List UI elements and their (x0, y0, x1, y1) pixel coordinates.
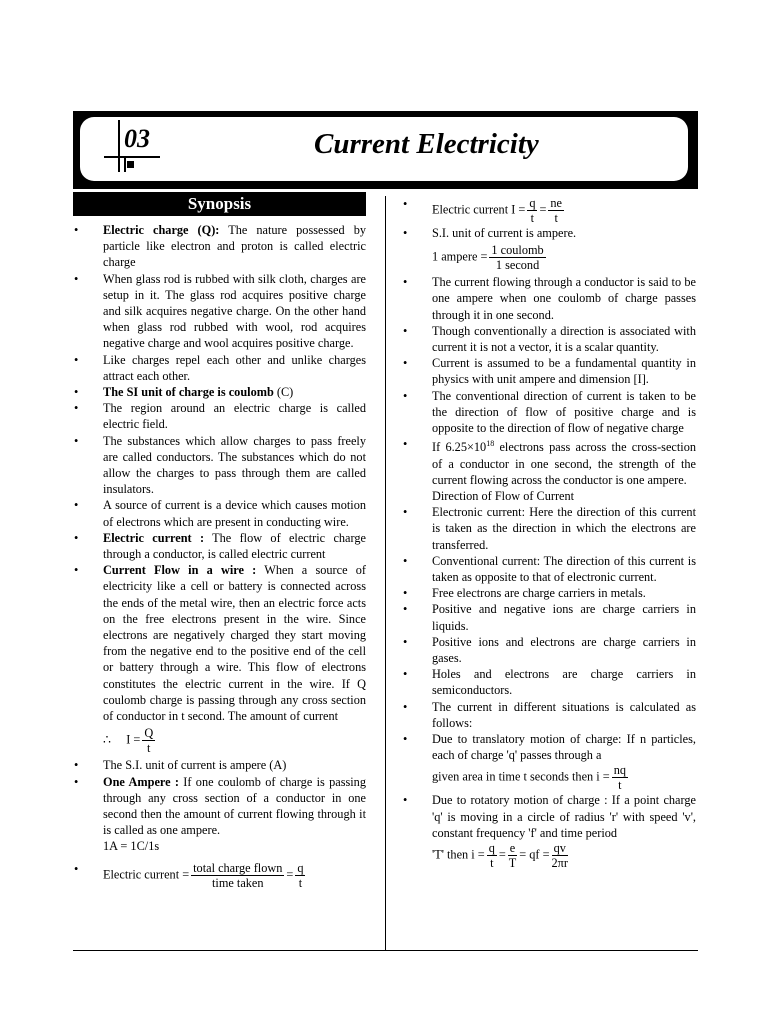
list-item (401, 792, 696, 841)
fraction (548, 196, 564, 225)
bullet: • (74, 861, 79, 876)
list-item (401, 436, 696, 488)
bottom-rule (73, 950, 698, 951)
denominator: time taken (211, 875, 264, 890)
list-item (401, 585, 696, 601)
term: One Ampere : (103, 774, 179, 789)
equals: = (480, 249, 488, 264)
equation-line: 1A = 1C/1s (103, 839, 160, 854)
list-item (72, 352, 366, 384)
item-text: Due to rotatory motion of charge : If a point charge 'q' is moving in a circle of radius 'r' with speed 'v', constant frequency 'f' and time period (432, 793, 696, 840)
list-item (401, 274, 696, 323)
formula-translatory (401, 763, 696, 792)
item-text: When glass rod is rubbed with silk cloth, charges are setup in it. The glass rod acquires positive charge and silk acquires negative charge. On the other hand when glass rod rubbed with wool, rod acquires negative charge and wool acquires positive charge. (103, 271, 366, 351)
list-item (72, 497, 366, 529)
list-item (72, 861, 366, 890)
bullet: • (74, 530, 79, 545)
denominator: T (508, 856, 517, 870)
item-text: electrons pass across the cross-section of a conductor in one second, the strength of the current flowing across the conductor is one ampere. (432, 440, 696, 487)
denominator: 2πr (551, 856, 568, 870)
item-text: Positive and negative ions are charge carriers in liquids. (432, 602, 696, 633)
fraction (142, 726, 155, 755)
chapter-number: 03 (124, 124, 150, 153)
equals: = (182, 866, 190, 881)
bullet: • (74, 433, 79, 448)
item-text: 'T' then i = (432, 847, 485, 862)
item-text: If 6.25×10 (432, 440, 487, 455)
formula-ampere (401, 243, 696, 272)
formula-lhs: I = (511, 202, 526, 217)
exponent: 18 (486, 439, 495, 449)
definition: If one coulomb of charge is passing through any cross section of a conductor in one second then the amount of current flowing through it is called as one ampere. (103, 774, 366, 838)
bullet: • (74, 223, 79, 237)
definition: The flow of electric charge through a conductor, is called electric current (103, 530, 366, 562)
list-item (72, 530, 366, 562)
term: The SI unit of charge is coulomb (103, 385, 274, 400)
list-item (72, 400, 366, 432)
denominator: 1 second (495, 258, 540, 273)
list-item (72, 562, 366, 724)
column-divider (385, 196, 386, 950)
numerator: total charge flown (193, 860, 283, 875)
fraction (527, 196, 537, 225)
bullet: • (403, 553, 408, 568)
bullet: • (74, 352, 79, 367)
item-text: Conventional current: The direction of this current is taken as opposite to that of electronic current. (432, 553, 696, 584)
list-item (401, 355, 696, 387)
list-item (401, 196, 696, 225)
list-item (401, 504, 696, 553)
term: Electric current : (103, 530, 205, 545)
numerator: q (529, 196, 536, 210)
item-text: given area in time t seconds then i = (432, 769, 610, 784)
numerator: Q (144, 726, 154, 741)
term: Current Flow in a wire : (103, 563, 257, 578)
numerator: qv (552, 841, 568, 856)
definition: (C) (273, 385, 294, 400)
fraction (508, 841, 517, 870)
fraction (489, 243, 545, 272)
section-heading: Synopsis (73, 192, 366, 216)
list-item (401, 601, 696, 633)
fraction (487, 841, 497, 870)
fraction (552, 841, 568, 870)
item-text: A source of current is a device which causes motion of electrons which are present in conducting wire. (103, 498, 366, 529)
equals: = (498, 847, 506, 862)
item-text: The conventional direction of current is taken to be the direction of flow of positive charge and is opposite to the direction of flow of negative charge (432, 388, 696, 436)
item-text: Like charges repel each other and unlike charges attract each other. (103, 352, 366, 383)
formula-current (72, 726, 366, 755)
bullet: • (74, 401, 79, 416)
list-item (401, 388, 696, 437)
bullet: • (403, 275, 408, 290)
equals: = qf = (519, 847, 550, 862)
bullet: • (403, 793, 408, 808)
item-text: The current in different situations is calculated as follows: (432, 699, 696, 730)
denominator: t (554, 211, 558, 225)
bullet: • (403, 699, 408, 714)
bullet: • (403, 602, 408, 617)
list-item (72, 774, 366, 839)
definition: When a source of electricity like a cell or battery is connected across the ends of the metal wire, then an electric force acts on the free electrons present in the wire. Since electrons are negatively charged they start moving from the negative end to the positive end of the cell or battery through a wire. This flow of electrons constitutes the electric current in the wire. If Q coulomb charge is passing through any cross section of conductor in t second. The amount of current (103, 563, 367, 724)
numerator: q (488, 841, 495, 855)
numerator: nq (613, 763, 626, 778)
bullet: • (74, 385, 79, 400)
bullet: • (74, 774, 79, 789)
formula-lhs: 1 ampere (432, 249, 478, 264)
bullet: • (403, 586, 408, 601)
bullet: • (403, 437, 408, 452)
definition: The nature possessed by particle like electron and proton is called electric charge (103, 223, 366, 270)
bullet: • (403, 323, 408, 338)
bullet: • (403, 197, 408, 211)
chapter-title: Current Electricity (314, 128, 539, 160)
item-text: The S.I. unit of current is ampere (A) (103, 758, 287, 773)
therefore-symbol: ∴ (103, 732, 111, 747)
numerator: e (509, 841, 516, 855)
bullet: • (403, 226, 408, 240)
bullet: • (403, 667, 408, 682)
fraction (191, 861, 284, 890)
item-text: Holes and electrons are charge carriers in semiconductors. (432, 667, 696, 698)
formula-lhs: I = (126, 732, 141, 747)
chapter-ornament-hline (104, 156, 160, 158)
list-item (401, 666, 696, 698)
chapter-ornament-vline (118, 120, 120, 172)
fraction (612, 763, 628, 792)
item-text: Positive ions and electrons are charge carriers in gases. (432, 634, 696, 665)
list-item (72, 433, 366, 498)
term: Electric charge (Q): (103, 223, 220, 237)
item-text: S.I. unit of current is ampere. (432, 226, 577, 240)
subheading: Direction of Flow of Current (432, 488, 575, 503)
chapter-ornament-vline2 (124, 156, 126, 172)
denominator: t (618, 778, 622, 793)
item-text: Electronic current: Here the direction of this current is taken as the direction in which the electrons are transferred. (432, 505, 696, 552)
right-column (401, 196, 696, 870)
formula-rotatory (401, 841, 696, 870)
denominator: t (298, 875, 303, 890)
fraction (295, 861, 305, 890)
list-item (401, 731, 696, 763)
list-item (401, 553, 696, 585)
item-text: Though conventionally a direction is associated with current it is not a vector, it is a scalar quantity. (432, 323, 696, 355)
denominator: t (490, 856, 494, 870)
list-item (72, 384, 366, 400)
list-item (401, 699, 696, 731)
denominator: t (147, 741, 151, 756)
bullet: • (403, 731, 408, 746)
denominator: t (530, 211, 535, 225)
item-text: Due to translatory motion of charge: If n particles, each of charge 'q' passes through a (432, 731, 696, 763)
item-text: Electric current (103, 866, 180, 881)
bullet: • (74, 758, 79, 773)
numerator: 1 coulomb (491, 243, 544, 258)
list-item (401, 323, 696, 355)
item-text: Free electrons are charge carriers in metals. (432, 586, 646, 601)
bullet: • (403, 388, 408, 403)
bullet: • (74, 563, 79, 578)
item-text: The region around an electric charge is called electric field. (103, 401, 366, 432)
bullet: • (403, 356, 408, 371)
chapter-ornament-square (127, 161, 134, 168)
bullet: • (74, 498, 79, 513)
list-item (72, 757, 366, 773)
bullet: • (403, 634, 408, 649)
equals: = (539, 202, 547, 217)
item-text: Electric current (432, 202, 509, 217)
item-text: The substances which allow charges to pass freely are called conductors. The substances which do not allow the charges to pass through them are called insulators. (103, 433, 366, 497)
numerator: q (297, 860, 304, 875)
left-column (72, 222, 366, 890)
item-text: The current flowing through a conductor is said to be one ampere when one coulomb of charge passes through it in one second. (432, 275, 696, 322)
list-item (72, 222, 366, 271)
list-item (401, 634, 696, 666)
bullet: • (403, 505, 408, 520)
numerator: ne (550, 196, 563, 210)
bullet: • (74, 271, 79, 286)
equals: = (286, 866, 294, 881)
item-text: Current is assumed to be a fundamental quantity in physics with unit ampere and dimension [I]. (432, 356, 696, 387)
list-item (401, 225, 696, 241)
list-item (72, 271, 366, 352)
